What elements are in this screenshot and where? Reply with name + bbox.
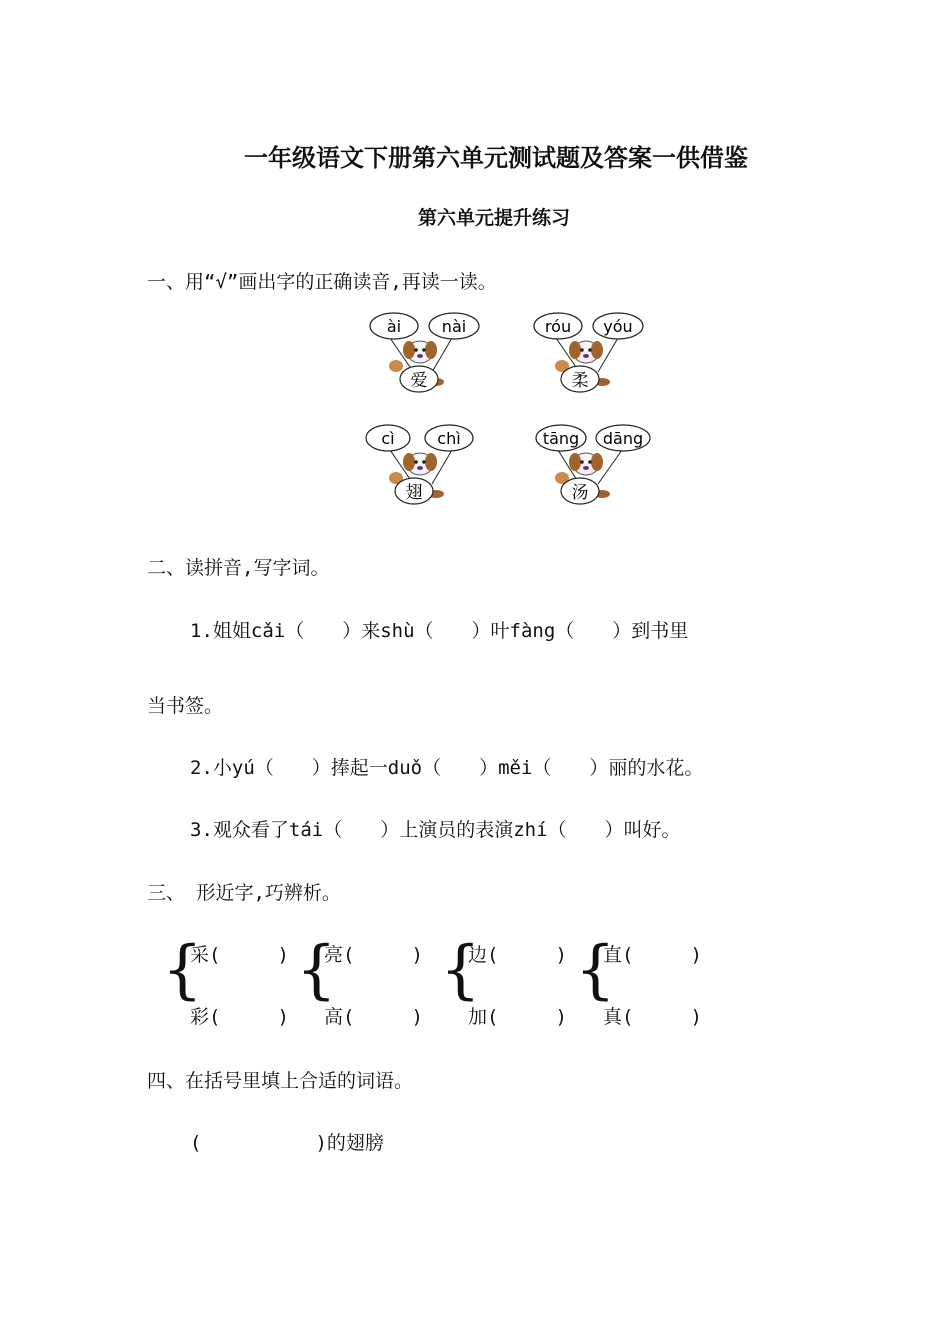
char-pair-3-bottom: 加( ) [468,1006,567,1028]
card-1-pinyin-right: nài [441,317,467,336]
card-1-char: 爱 [410,371,428,391]
card-1-pinyin-left: ài [386,317,402,336]
char-pair-2-bottom: 高( ) [324,1006,423,1028]
page-title: 一年级语文下册第六单元测试题及答案一供借鉴 [244,144,748,172]
char-pair-3-top: 边( ) [468,944,567,966]
card-4-pinyin-right: dāng [602,429,644,448]
section-2-heading: 二、读拼音,写字词。 [147,557,330,579]
section-1-heading: 一、用“√”画出字的正确读音,再读一读。 [147,271,497,293]
card-3-char: 翅 [405,483,423,503]
brace-1: { [162,933,203,1007]
card-4-char: 汤 [571,483,589,503]
question-2-1-line-2: 当书签。 [147,695,224,717]
card-3-pinyin-left: cì [381,429,395,448]
char-pair-4-top: 直( ) [603,944,702,966]
page-subtitle: 第六单元提升练习 [418,207,571,229]
section-3-heading: 三、 形近字,巧辨析。 [147,882,341,904]
char-pair-1-top: 采( ) [190,944,289,966]
question-4-1: ( )的翅膀 [190,1132,384,1154]
char-pair-1-bottom: 彩( ) [190,1006,289,1028]
card-3-pinyin-right: chì [437,429,461,448]
card-2-char: 柔 [571,371,589,391]
question-2-3: 3.观众看了tái（ ）上演员的表演zhí（ ）叫好。 [190,819,681,841]
pinyin-cards [360,308,660,518]
question-2-2: 2.小yú（ ）捧起一duǒ（ ）měi（ ）丽的水花。 [190,757,704,779]
brace-3: { [440,933,481,1007]
card-2-pinyin-left: róu [544,317,572,336]
pinyin-card-1 [370,313,479,392]
pinyin-card-4 [536,425,650,504]
char-pair-2-top: 亮( ) [324,944,423,966]
brace-2: { [296,933,337,1007]
section-4-heading: 四、在括号里填上合适的词语。 [147,1070,414,1092]
pinyin-card-2 [534,313,643,392]
card-2-pinyin-right: yóu [603,317,633,336]
card-4-pinyin-left: tāng [542,429,580,448]
char-pair-4-bottom: 真( ) [603,1006,702,1028]
pinyin-card-3 [366,425,473,504]
brace-4: { [575,933,616,1007]
question-2-1-line-1: 1.姐姐cǎi（ ）来shù（ ）叶fàng（ ）到书里 [190,620,689,642]
